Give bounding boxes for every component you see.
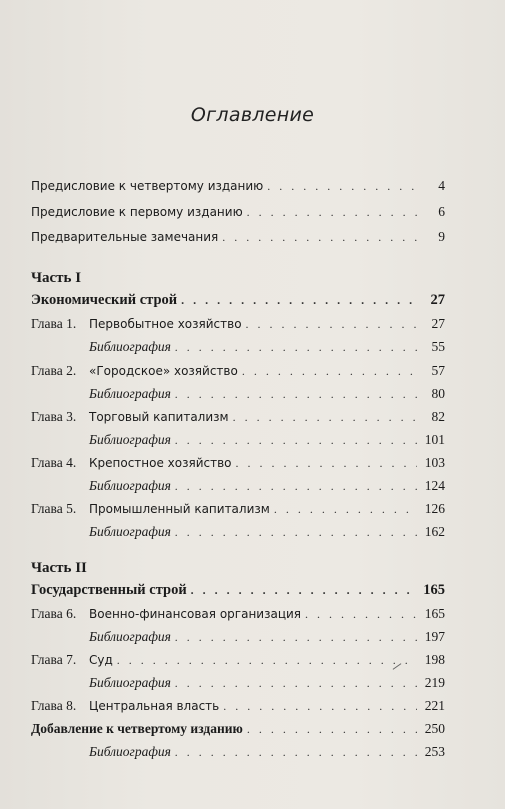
bibliography-page: 124	[424, 478, 445, 493]
chapter-page: 126	[424, 501, 445, 516]
part-title-entry	[31, 582, 445, 602]
chapter-number: Глава 6.	[31, 606, 77, 621]
part-label: Часть II	[31, 560, 87, 576]
toc-leader	[236, 456, 417, 471]
toc-leader	[247, 205, 417, 220]
bibliography-entry	[89, 386, 445, 406]
toc-entry	[31, 178, 445, 198]
bibliography-entry	[89, 675, 445, 695]
chapter-entry	[31, 698, 445, 718]
part-page: 27	[430, 292, 445, 308]
bibliography-page: 219	[424, 675, 445, 690]
chapter-entry	[31, 501, 445, 521]
chapter-title: Военно-финансовая организация	[89, 607, 302, 621]
chapter-entry	[31, 606, 445, 626]
chapter-number: Глава 5.	[31, 501, 77, 516]
chapter-title: Промышленный капитализм	[89, 502, 270, 516]
appendix-page: 250	[424, 721, 445, 736]
toc-entry-page: 4	[438, 178, 445, 193]
chapter-number: Глава 1.	[31, 316, 77, 331]
toc-leader	[175, 630, 417, 645]
bibliography-label: Библиография	[89, 339, 171, 354]
toc-leader	[175, 340, 417, 355]
bibliography-page: 197	[424, 629, 445, 644]
bibliography-page: 162	[424, 524, 445, 539]
bibliography-label: Библиография	[89, 478, 171, 493]
part-title: Экономический строй	[31, 292, 178, 308]
part-label: Часть I	[31, 270, 82, 286]
chapter-number: Глава 4.	[31, 455, 77, 470]
part-page: 165	[423, 582, 445, 598]
bibliography-label: Библиография	[89, 675, 171, 690]
toc-entry-page: 9	[438, 229, 445, 244]
chapter-number: Глава 3.	[31, 409, 77, 424]
chapter-entry	[31, 316, 445, 336]
toc-leader	[222, 230, 417, 245]
toc-leader	[267, 179, 417, 194]
toc-leader	[175, 676, 417, 691]
toc-leader	[175, 525, 417, 540]
toc-entry-page: 6	[438, 204, 445, 219]
appendix-title: Добавление к четвертому изданию	[31, 721, 243, 736]
chapter-title: Центральная власть	[89, 699, 220, 713]
bibliography-entry	[89, 432, 445, 452]
chapter-entry	[31, 455, 445, 475]
bibliography-entry	[89, 339, 445, 359]
bibliography-entry	[89, 629, 445, 649]
chapter-title: «Городское» хозяйство	[89, 364, 238, 378]
chapter-number: Глава 8.	[31, 698, 77, 713]
appendix-entry	[31, 721, 445, 741]
chapter-entry	[31, 652, 445, 672]
bibliography-page: 101	[424, 432, 445, 447]
chapter-page: 198	[424, 652, 445, 667]
toc-entry	[31, 204, 445, 224]
chapter-title: Суд	[89, 653, 113, 667]
toc-leader	[175, 745, 417, 760]
chapter-number: Глава 2.	[31, 363, 77, 378]
chapter-page: 27	[431, 316, 445, 331]
bibliography-entry	[89, 524, 445, 544]
toc-leader	[305, 607, 417, 622]
toc-leader	[175, 479, 417, 494]
toc-leader	[181, 293, 417, 308]
toc-leader	[175, 433, 417, 448]
chapter-title: Крепостное хозяйство	[89, 456, 232, 470]
chapter-entry	[31, 363, 445, 383]
chapter-page: 165	[424, 606, 445, 621]
bibliography-label: Библиография	[89, 629, 171, 644]
bibliography-label: Библиография	[89, 386, 171, 401]
toc-leader	[246, 317, 417, 332]
chapter-page: 221	[424, 698, 445, 713]
toc-entry	[31, 229, 445, 249]
bibliography-entry	[89, 744, 445, 764]
toc-leader	[274, 502, 417, 517]
bibliography-label: Библиография	[89, 524, 171, 539]
toc-leader	[175, 387, 417, 402]
chapter-entry	[31, 409, 445, 429]
chapter-page: 82	[431, 409, 445, 424]
toc-leader	[233, 410, 417, 425]
toc-leader	[191, 583, 417, 598]
part-title-entry	[31, 292, 445, 312]
toc-leader	[223, 699, 417, 714]
toc-entry-label: Предисловие к первому изданию	[31, 205, 243, 219]
chapter-page: 57	[431, 363, 445, 378]
bibliography-label: Библиография	[89, 432, 171, 447]
bibliography-page: 55	[431, 339, 445, 354]
toc-leader	[242, 364, 417, 379]
chapter-title: Первобытное хозяйство	[89, 317, 242, 331]
chapter-number: Глава 7.	[31, 652, 77, 667]
toc-entry-label: Предисловие к четвертому изданию	[31, 179, 264, 193]
bibliography-page: 80	[431, 386, 445, 401]
bibliography-page: 253	[424, 744, 445, 759]
chapter-page: 103	[424, 455, 445, 470]
toc-entry-label: Предварительные замечания	[31, 230, 219, 244]
page-title: Оглавление	[190, 104, 315, 126]
bibliography-entry	[89, 478, 445, 498]
part-title: Государственный строй	[31, 582, 187, 598]
toc-leader	[117, 653, 417, 668]
bibliography-label: Библиография	[89, 744, 171, 759]
chapter-title: Торговый капитализм	[89, 410, 229, 424]
toc-leader	[247, 722, 417, 737]
